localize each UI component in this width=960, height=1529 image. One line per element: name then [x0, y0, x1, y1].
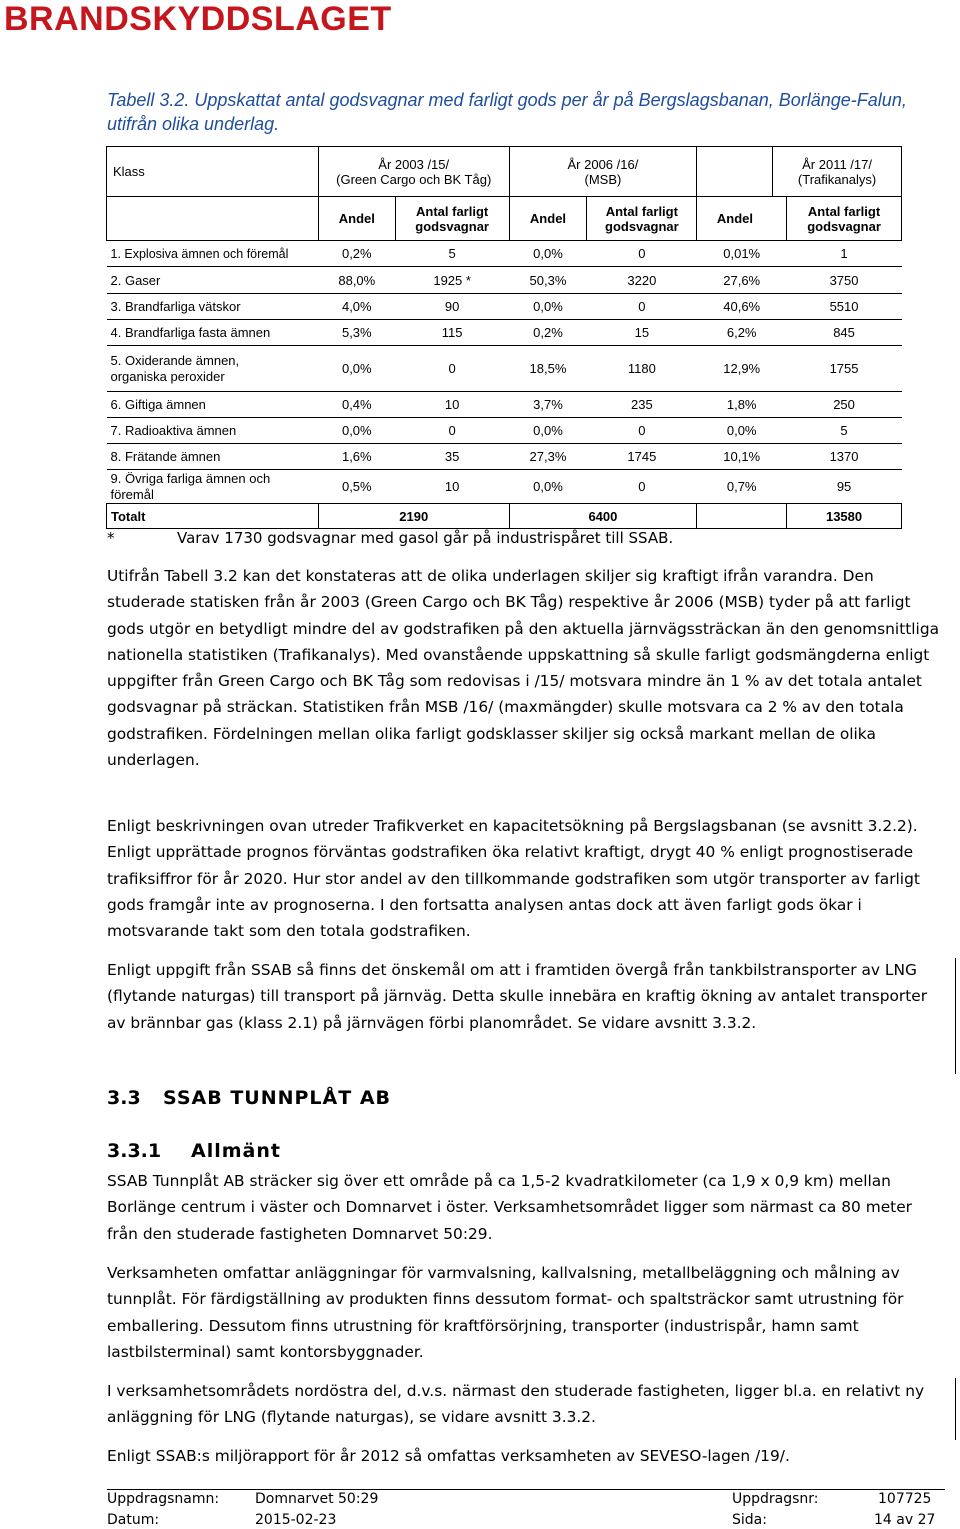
paragraph-2: Enligt beskrivningen ovan utreder Trafikverket en kapacitetsökning på Bergslagsbanan (se avsnitt 3.2.2). Enligt upprättade prognos förväntas godstrafiken öka relativt kraftigt, drygt 40 % enligt prognostiserade trafiksiffror för år 2020. Hur stor andel av den tillkommande godstrafiken som utgör transporter av farligt gods framgår inte av prognoserna. I den fortsatta analysen antas dock att även farligt gods ökar i motsvarande takt som den totala godstrafiken. [107, 817, 920, 941]
group-header-2011: År 2011 /17/ (Trafikanalys) [773, 147, 902, 197]
section-heading: 3.3 SSAB TUNNPLÅT AB [107, 1087, 392, 1109]
company-logo: BRANDSKYDDSLAGET [4, 0, 392, 38]
paragraph-1: Utifrån Tabell 3.2 kan det konstateras att de olika underlagen skiljer sig kraftigt ifrån varandra. Den studerade statisken från år 2003 (Green Cargo och BK Tåg) respektive år 2006 (MSB) tyder på att farligt gods utgör en betydligt mindre del av godstrafiken på den aktuella järnvägssträckan än den genomsnittliga nationella statistiken (Trafikanalys). Med ovanstående uppskattning så skulle farligt godsmängderna enligt uppgifter från Green Cargo och BK Tåg som redovisas i /15/ motsvara mindre än 1 % av det totala antalet godsvagnar på sträckan. Statistiken från MSB /16/ (maxmängder) skulle motsvara ca 2 % av den totala godstrafiken. Fördelningen mellan olika farligt godsklasser skiljer sig också markant mellan de olika underlagen. [107, 567, 940, 770]
table-row: 2. Gaser 88,0% 1925 * 50,3% 3220 27,6% 3750 [107, 267, 902, 294]
table-row: 7. Radioaktiva ämnen 0,0% 0 0,0% 0 0,0% 5 [107, 418, 902, 444]
table-body [107, 241, 902, 529]
group-header-2003: År 2003 /15/ (Green Cargo och BK Tåg) [318, 147, 509, 197]
footer-sida-label: Sida: [732, 1512, 767, 1528]
andel-header-2011: Andel [697, 197, 773, 241]
paragraph-6: I verksamhetsområdets nordöstra del, d.v.s. närmast den studerade fastigheten, ligger bl.a. en relativt ny anläggning för LNG (flytande naturgas), se vidare avsnitt 3.3.2. [107, 1382, 925, 1427]
footer-uppdragsnr-label: Uppdragsnr: [732, 1491, 819, 1507]
total-row: Totalt 2190 6400 13580 [107, 504, 902, 529]
table-footnote: * Varav 1730 godsvagnar med gasol går på industrispåret till SSAB. [107, 529, 674, 547]
table-row: 5. Oxiderande ämnen, organiska peroxider 0,0% 0 18,5% 1180 12,9% 1755 [107, 346, 902, 392]
antal-header-2011: Antal farligt godsvagnar [787, 197, 902, 241]
change-bar [955, 958, 956, 1074]
table-row: 3. Brandfarliga vätskor 4,0% 90 0,0% 0 40,6% 5510 [107, 294, 902, 320]
andel-header-2006: Andel [509, 197, 587, 241]
dangerous-goods-table [106, 146, 902, 529]
paragraph-7: Enligt SSAB:s miljörapport för år 2012 så omfattas verksamheten av SEVESO-lagen /19/. [107, 1447, 790, 1465]
table-row: 9. Övriga farliga ämnen och föremål 0,5% 10 0,0% 0 0,7% 95 [107, 470, 902, 504]
table-caption: Tabell 3.2. Uppskattat antal godsvagnar med farligt gods per år på Bergslagsbanan, Borlänge-Falun, utifrån olika underlag. [107, 90, 907, 134]
group-header-2006: År 2006 /16/ (MSB) [509, 147, 697, 197]
change-bar [955, 1378, 956, 1440]
klass-header: Klass [107, 147, 319, 197]
subsection-heading: 3.3.1 Allmänt [107, 1140, 281, 1162]
footer-uppdragsnr: 107725 [878, 1491, 932, 1507]
table-row: 6. Giftiga ämnen 0,4% 10 3,7% 235 1,8% 250 [107, 392, 902, 418]
andel-header-2003: Andel [318, 197, 395, 241]
footer-uppdragsnamn-label: Uppdragsnamn: [107, 1491, 220, 1507]
footer-divider [107, 1489, 945, 1490]
antal-header-2006: Antal farligt godsvagnar [587, 197, 697, 241]
footer-datum: 2015-02-23 [255, 1512, 337, 1528]
table-row: 8. Frätande ämnen 1,6% 35 27,3% 1745 10,1% 1370 [107, 444, 902, 470]
paragraph-5: Verksamheten omfattar anläggningar för varmvalsning, kallvalsning, metallbeläggning och målning av tunnplåt. För färdigställning av produkten finns dessutom format- och spaltsträckor samt utrustning för emballering. Dessutom finns utrustning för kraftförsörjning, transporter (industrispår, hamn samt lastbilsterminal) samt kontorsbyggnader. [107, 1264, 904, 1361]
footer-uppdragsnamn: Domnarvet 50:29 [255, 1491, 379, 1507]
footer-datum-label: Datum: [107, 1512, 160, 1528]
paragraph-4: SSAB Tunnplåt AB sträcker sig över ett område på ca 1,5-2 kvadratkilometer (ca 1,9 x 0,9 km) mellan Borlänge centrum i väster och Domnarvet i öster. Verksamhetsområdet ligger som närmast ca 80 meter från den studerade fastigheten Domnarvet 50:29. [107, 1172, 912, 1243]
table-row: 1. Explosiva ämnen och föremål 0,2% 5 0,0% 0 0,01% 1 [110, 246, 848, 261]
paragraph-3: Enligt uppgift från SSAB så finns det önskemål om att i framtiden övergå från tankbilstransporter av LNG (flytande naturgas) till transport på järnväg. Detta skulle innebära en kraftig ökning av antalet transporter av brännbar gas (klass 2.1) på järnvägen förbi planområdet. Se vidare avsnitt 3.3.2. [107, 961, 928, 1032]
footer-sida: 14 av 27 [874, 1512, 936, 1528]
antal-header-2003: Antal farligt godsvagnar [395, 197, 509, 241]
table-row: 4. Brandfarliga fasta ämnen 5,3% 115 0,2% 15 6,2% 845 [107, 320, 902, 346]
